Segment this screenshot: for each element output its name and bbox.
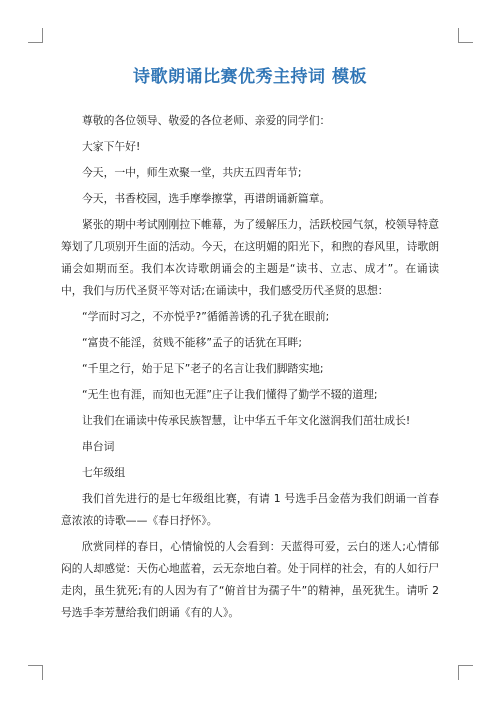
paragraph-closing: 让我们在诵读中传承民族智慧，让中华五千年文化滋润我们茁壮成长!: [82, 414, 411, 427]
paragraph-quote-zhuangzi: “无生也有涯，而知也无涯”庄子让我们懂得了勤学不辍的道理;: [82, 388, 378, 401]
crop-mark-top-left: [28, 28, 43, 43]
paragraph-quote-confucius: “学而时习之，不亦悦乎?”循循善诱的孔子犹在眼前;: [82, 310, 330, 323]
document-title: 诗歌朗诵比赛优秀主持词 模板: [133, 67, 367, 87]
paragraph-today-2: 今天，书香校园，选手摩拳擦掌，再谱朗诵新篇章。: [82, 192, 331, 205]
crop-mark-bottom-right: [458, 665, 473, 680]
paragraph-quote-laozi: “千里之行，始于足下”老子的名言让我们脚踏实地;: [82, 362, 324, 375]
crop-mark-bottom-left: [28, 665, 43, 680]
paragraph-greeting: 尊敬的各位领导、敬爱的各位老师、亲爱的同学们：: [82, 114, 331, 127]
paragraph-intro: 紧张的期中考试刚刚拉下帷幕，为了缓解压力，活跃校园气氛，校领导特意筹划了几项别开生面的活动。今天，在这明媚的阳光下，和煦的春风里，诗歌朗诵会如期而至。我们本次诗歌朗诵会的主题是“读书、立志、成才”。在诵读中，我们与历代圣贤平等对话;在诵读中，我们感受历代圣贤的思想：: [61, 218, 439, 297]
paragraph-hello: 大家下午好!: [82, 140, 141, 153]
crop-mark-top-right: [458, 28, 473, 43]
paragraph-quote-mencius: “富贵不能淫，贫贱不能移”孟子的话犹在耳畔;: [82, 336, 302, 349]
paragraph-contestant-1: 我们首先进行的是七年级组比赛，有请 1 号选手吕金蓓为我们朗诵一首春意浓浓的诗歌——《春日抒怀》。: [61, 492, 439, 527]
section-heading-transitions: 串台词: [82, 440, 115, 453]
section-heading-grade-seven: 七年级组: [82, 466, 126, 479]
document-body: [61, 110, 439, 628]
paragraph-today-1: 今天，一中，师生欢聚一堂，共庆五四青年节;: [82, 166, 302, 179]
paragraph-contestant-2: 欣赏同样的春日，心情愉悦的人会看到：天蓝得可爱，云白的迷人;心情郁闷的人却感觉：天伤心地蓝着，云无奈地白着。处于同样的社会，有的人如行尸走肉，虽生犹死;有的人因为有了“俯首甘为孺子牛”的精神，虽死犹生。请听 2 号选手李芳慧给我们朗诵《有的人》。: [61, 540, 439, 619]
